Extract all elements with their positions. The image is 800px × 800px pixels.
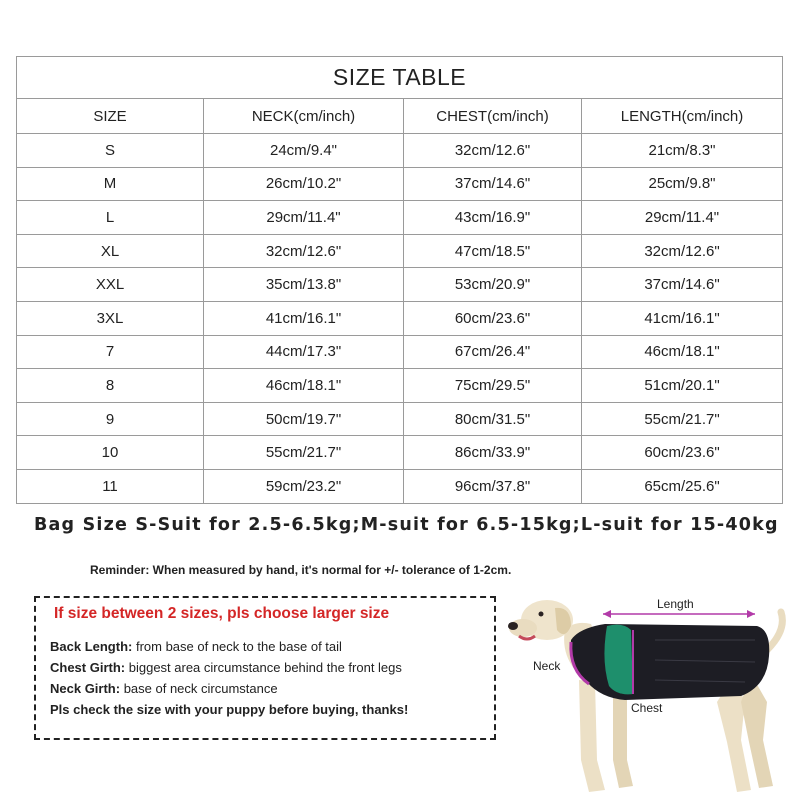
length-label: Length	[657, 597, 694, 611]
cell-chest: 32cm/12.6"	[404, 134, 582, 168]
cell-chest: 67cm/26.4"	[404, 335, 582, 369]
cell-length: 32cm/12.6"	[582, 234, 783, 268]
table-row	[17, 134, 783, 168]
size-guide-box	[34, 596, 496, 740]
cell-size: S	[17, 134, 204, 168]
cell-neck: 55cm/21.7"	[204, 436, 404, 470]
back-length-term: Back Length:	[50, 639, 133, 654]
cell-neck: 32cm/12.6"	[204, 234, 404, 268]
table-row	[17, 469, 783, 503]
column-header-chest: CHEST(cm/inch)	[404, 99, 582, 134]
cell-size: M	[17, 167, 204, 201]
cell-length: 41cm/16.1"	[582, 301, 783, 335]
table-row	[17, 436, 783, 470]
cell-chest: 96cm/37.8"	[404, 469, 582, 503]
reminder-note: Reminder: When measured by hand, it's normal for +/- tolerance of 1-2cm.	[90, 563, 512, 577]
table-row	[17, 301, 783, 335]
chest-girth-desc: biggest area circumstance behind the front legs	[125, 660, 402, 675]
cell-chest: 47cm/18.5"	[404, 234, 582, 268]
cell-chest: 86cm/33.9"	[404, 436, 582, 470]
bag-size-note: Bag Size S-Suit for 2.5-6.5kg;M-suit for 6.5-15kg;L-suit for 15-40kg	[34, 515, 779, 535]
cell-neck: 24cm/9.4"	[204, 134, 404, 168]
length-arrow-left	[603, 610, 611, 618]
table-header-row	[17, 99, 783, 134]
cell-length: 25cm/9.8"	[582, 167, 783, 201]
cell-size: 9	[17, 402, 204, 436]
cell-size: L	[17, 201, 204, 235]
back-length-line	[50, 639, 342, 654]
cell-length: 37cm/14.6"	[582, 268, 783, 302]
check-size-text: Pls check the size with your puppy before buying, thanks!	[50, 702, 409, 717]
cell-length: 60cm/23.6"	[582, 436, 783, 470]
chest-girth-term: Chest Girth:	[50, 660, 126, 675]
dog-coat	[571, 624, 769, 700]
neck-label: Neck	[533, 659, 561, 673]
table-title: SIZE TABLE	[17, 57, 783, 99]
neck-girth-desc: base of neck circumstance	[120, 681, 278, 696]
cell-length: 21cm/8.3"	[582, 134, 783, 168]
table-row	[17, 335, 783, 369]
back-length-desc: from base of neck to the base of tail	[132, 639, 342, 654]
cell-neck: 26cm/10.2"	[204, 167, 404, 201]
cell-size: XL	[17, 234, 204, 268]
cell-neck: 29cm/11.4"	[204, 201, 404, 235]
cell-neck: 50cm/19.7"	[204, 402, 404, 436]
cell-neck: 59cm/23.2"	[204, 469, 404, 503]
table-row	[17, 402, 783, 436]
cell-length: 65cm/25.6"	[582, 469, 783, 503]
cell-neck: 35cm/13.8"	[204, 268, 404, 302]
cell-size: 8	[17, 369, 204, 403]
cell-chest: 75cm/29.5"	[404, 369, 582, 403]
length-arrow-right	[747, 610, 755, 618]
cell-chest: 37cm/14.6"	[404, 167, 582, 201]
cell-neck: 41cm/16.1"	[204, 301, 404, 335]
chest-girth-line	[50, 660, 402, 675]
size-table	[16, 56, 783, 504]
column-header-neck: NECK(cm/inch)	[204, 99, 404, 134]
neck-girth-line	[50, 681, 278, 696]
table-row	[17, 201, 783, 235]
table-row	[17, 268, 783, 302]
cell-size: 10	[17, 436, 204, 470]
chest-label: Chest	[631, 701, 663, 715]
cell-neck: 46cm/18.1"	[204, 369, 404, 403]
cell-chest: 53cm/20.9"	[404, 268, 582, 302]
table-row	[17, 167, 783, 201]
cell-chest: 43cm/16.9"	[404, 201, 582, 235]
cell-length: 46cm/18.1"	[582, 335, 783, 369]
neck-girth-term: Neck Girth:	[50, 681, 121, 696]
cell-length: 55cm/21.7"	[582, 402, 783, 436]
dog-measurement-illustration	[505, 590, 795, 800]
cell-length: 29cm/11.4"	[582, 201, 783, 235]
cell-chest: 80cm/31.5"	[404, 402, 582, 436]
cell-size: 7	[17, 335, 204, 369]
cell-size: 11	[17, 469, 204, 503]
cell-size: XXL	[17, 268, 204, 302]
column-header-length: LENGTH(cm/inch)	[582, 99, 783, 134]
check-size-line	[50, 702, 408, 717]
column-header-size: SIZE	[17, 99, 204, 134]
cell-chest: 60cm/23.6"	[404, 301, 582, 335]
table-row	[17, 234, 783, 268]
cell-neck: 44cm/17.3"	[204, 335, 404, 369]
cell-length: 51cm/20.1"	[582, 369, 783, 403]
notice-title: If size between 2 sizes, pls choose larger size	[54, 605, 390, 622]
table-row	[17, 369, 783, 403]
cell-size: 3XL	[17, 301, 204, 335]
